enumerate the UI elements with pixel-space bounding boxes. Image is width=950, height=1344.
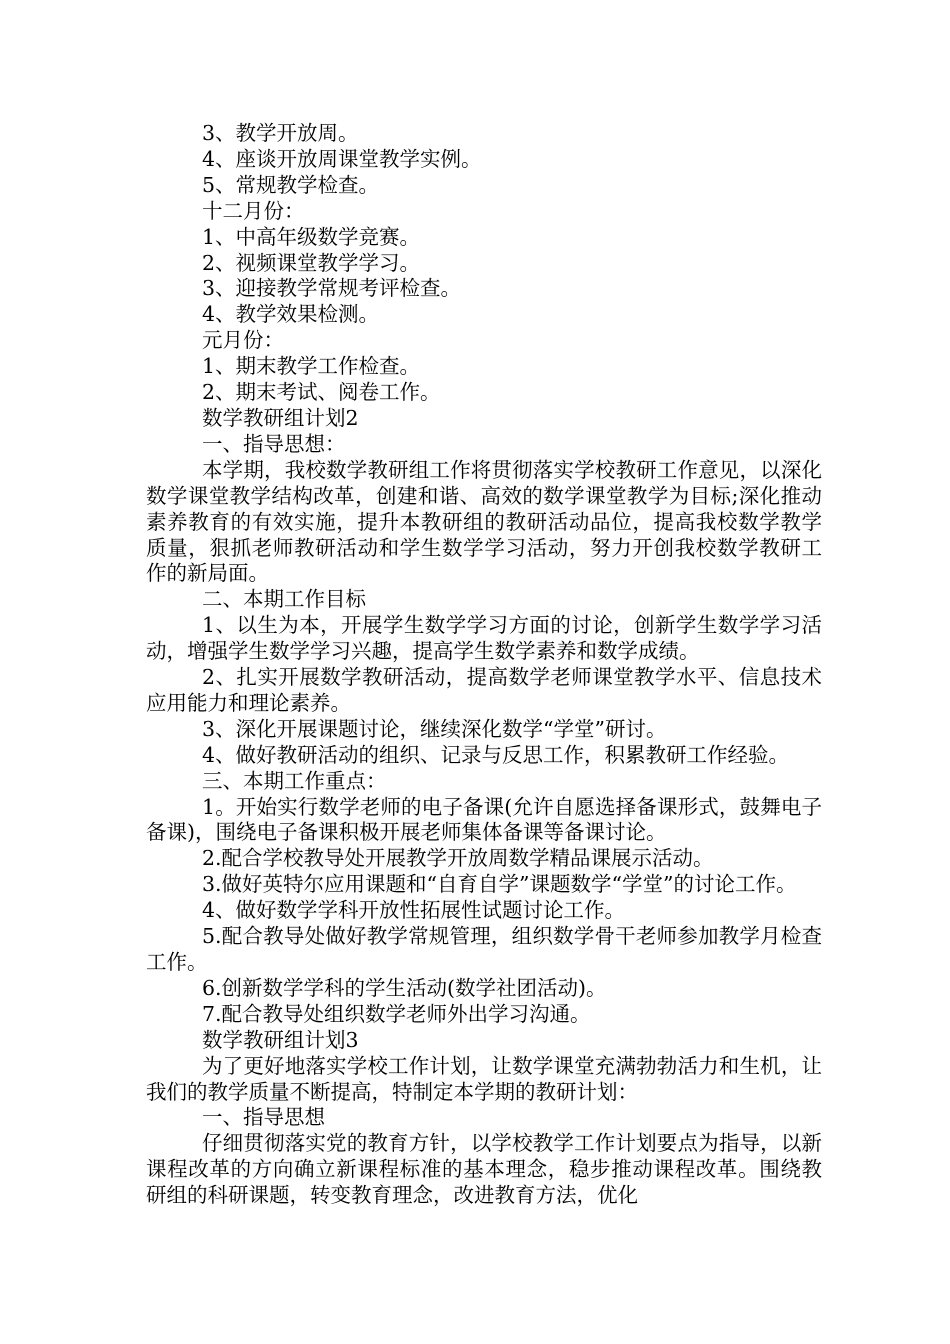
list-item: 3、迎接教学常规考评检查。 bbox=[202, 276, 462, 301]
month-heading: 十二月份： bbox=[202, 198, 305, 223]
section-title: 数学教研组计划2 bbox=[202, 405, 359, 430]
section-heading: 二、本期工作目标 bbox=[202, 587, 366, 612]
month-heading: 元月份： bbox=[202, 328, 284, 353]
list-item: 5.配合教导处做好教学常规管理，组织数学骨干老师参加教学月检查工作。 bbox=[146, 924, 822, 974]
section-heading: 一、指导思想 bbox=[202, 1105, 325, 1130]
list-item: 3、教学开放周。 bbox=[202, 121, 359, 145]
list-item: 6.创新数学学科的学生活动(数学社团活动)。 bbox=[202, 975, 607, 1000]
list-item: 1。开始实行数学老师的电子备课(允许自愿选择备课形式，鼓舞电子备课)，围绕电子备课积极开展老师集体备课等备课讨论。 bbox=[146, 794, 822, 845]
list-item: 3.做好英特尔应用课题和“自育自学”课题数学“学堂”的讨论工作。 bbox=[202, 872, 797, 897]
list-item: 2、扎实开展数学教研活动，提高数学老师课堂教学水平、信息技术应用能力和理论素养。 bbox=[146, 665, 822, 715]
body-paragraph: 仔细贯彻落实党的教育方针，以学校教学工作计划要点为指导，以新课程改革的方向确立新课程标准的基本理念，稳步推动课程改革。围绕教研组的科研课题，转变教育理念，改进教育方法，优化 bbox=[146, 1131, 822, 1208]
body-paragraph: 本学期，我校数学教研组工作将贯彻落实学校教研工作意见，以深化数学课堂教学结构改革，创建和谐、高效的数学课堂教学为目标;深化推动素养教育的有效实施，提升本教研组的教研活动品位，提高我校数学教学质量，狠抓老师教研活动和学生数学学习活动，努力开创我校数学教研工作的新局面。 bbox=[146, 457, 822, 586]
list-item: 1、期末教学工作检查。 bbox=[202, 354, 421, 379]
list-item: 2、视频课堂教学学习。 bbox=[202, 250, 421, 275]
section-heading: 一、指导思想： bbox=[202, 431, 346, 456]
list-item: 5、常规教学检查。 bbox=[202, 172, 380, 197]
list-item: 3、深化开展课题讨论，继续深化数学“学堂”研讨。 bbox=[202, 716, 667, 741]
list-item: 4、做好数学学科开放性拓展性试题讨论工作。 bbox=[202, 898, 626, 923]
list-item: 4、座谈开放周课堂教学实例。 bbox=[202, 146, 482, 171]
section-title: 数学教研组计划3 bbox=[202, 1027, 359, 1052]
list-item: 4、教学效果检测。 bbox=[202, 302, 380, 327]
list-item: 1、中高年级数学竞赛。 bbox=[202, 224, 421, 249]
document-body bbox=[146, 121, 822, 1209]
section-heading: 三、本期工作重点： bbox=[202, 768, 387, 793]
list-item: 4、做好教研活动的组织、记录与反思工作，积累教研工作经验。 bbox=[202, 742, 790, 767]
list-item: 2、期末考试、阅卷工作。 bbox=[202, 380, 441, 405]
list-item: 1、以生为本，开展学生数学学习方面的讨论，创新学生数学学习活动，增强学生数学学习兴趣，提高学生数学素养和数学成绩。 bbox=[146, 613, 822, 664]
body-paragraph: 为了更好地落实学校工作计划，让数学课堂充满勃勃活力和生机，让我们的教学质量不断提高，特制定本学期的教研计划： bbox=[146, 1053, 822, 1104]
list-item: 2.配合学校教导处开展教学开放周数学精品课展示活动。 bbox=[202, 846, 714, 871]
list-item: 7.配合教导处组织数学老师外出学习沟通。 bbox=[202, 1001, 591, 1026]
